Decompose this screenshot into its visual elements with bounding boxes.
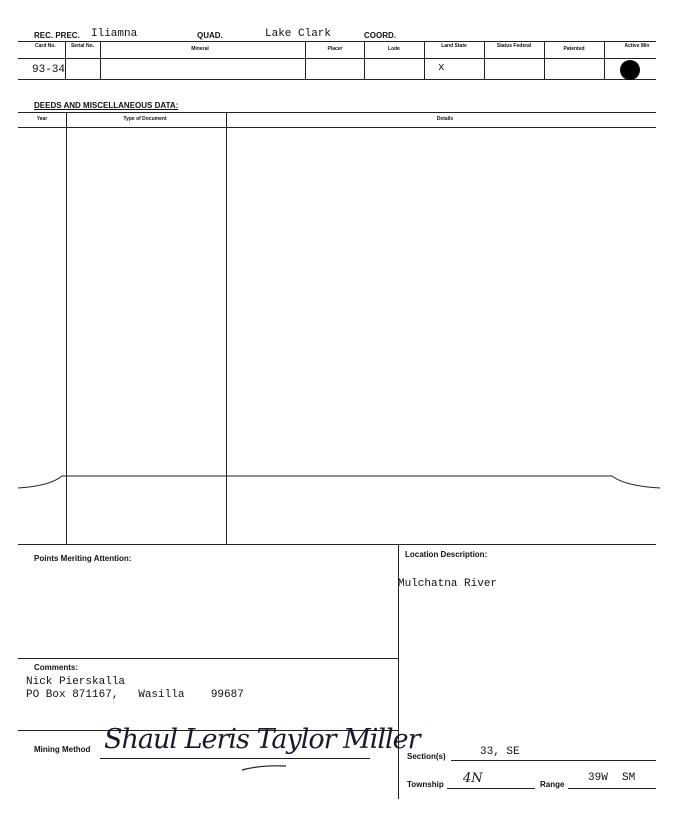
deeds-head-rule: [18, 127, 656, 128]
mining-label: Mining Method: [34, 745, 91, 754]
location-label: Location Description:: [405, 550, 488, 559]
mining-line: [100, 758, 370, 759]
header-top-rule: [18, 41, 656, 42]
col-header-active-min: Active Min: [624, 43, 650, 49]
coord-label: COORD.: [364, 31, 396, 40]
fold-crease: [0, 468, 678, 498]
col-header-placer: Placer: [327, 46, 343, 52]
range-underline: [568, 788, 656, 789]
comments-label: Comments:: [34, 663, 79, 672]
township-label: Township: [407, 780, 444, 789]
header-bottom-rule: [18, 79, 656, 80]
quad-value: Lake Clark: [265, 28, 332, 40]
deeds-col-type: Type of Document: [123, 116, 167, 122]
section-value: 33, SE: [480, 746, 520, 758]
mining-signature: Shaul Leris Taylor Miller: [104, 724, 420, 755]
col-header-mineral: Mineral: [191, 46, 209, 52]
col-divider: [65, 41, 66, 79]
col-header-land-state: Land State: [441, 43, 467, 49]
col-header-patented: Patented: [563, 46, 585, 52]
range-label: Range: [540, 780, 565, 789]
points-label: Points Meriting Attention:: [34, 554, 132, 563]
rec-prec-value: Iliamna: [91, 28, 138, 40]
col-header-serial-no: Serial No.: [70, 43, 95, 49]
col-divider: [484, 41, 485, 79]
section-label: Section(s): [407, 752, 446, 761]
section-underline: [451, 760, 656, 761]
comments-line1: Nick Pierskalla: [26, 676, 126, 688]
township-underline: [447, 788, 535, 789]
col-divider: [305, 41, 306, 79]
deeds-top-rule: [18, 112, 656, 113]
comments-line2: PO Box 871167, Wasilla 99687: [26, 689, 244, 701]
deeds-title: DEEDS AND MISCELLANEOUS DATA:: [34, 101, 179, 110]
header-col-rule: [18, 58, 656, 59]
col-divider: [364, 41, 365, 79]
col-divider: [604, 41, 605, 79]
rec-prec-label: REC. PREC.: [34, 31, 80, 40]
col-divider: [544, 41, 545, 79]
location-value: Mulchatna River: [398, 578, 498, 590]
quad-label: QUAD.: [197, 31, 223, 40]
comments-top-rule: [18, 658, 398, 659]
bottom-top-rule: [18, 544, 656, 545]
range-value: 39W: [588, 772, 608, 784]
meridian-value: SM: [622, 772, 636, 784]
land-state-mark: x: [438, 62, 445, 74]
col-divider: [424, 41, 425, 79]
card-no-value: 93-34: [32, 64, 66, 76]
deeds-col-details: Details: [436, 116, 454, 122]
signature-flourish: [240, 762, 290, 774]
col-divider: [100, 41, 101, 79]
punch-hole: [620, 60, 640, 80]
col-header-card-no: Card No.: [35, 43, 56, 49]
township-value: 4N: [463, 771, 483, 786]
col-header-status-federal: Status Federal: [496, 43, 532, 49]
deeds-col-year: Year: [36, 116, 48, 122]
col-header-lode: Lode: [388, 46, 400, 52]
